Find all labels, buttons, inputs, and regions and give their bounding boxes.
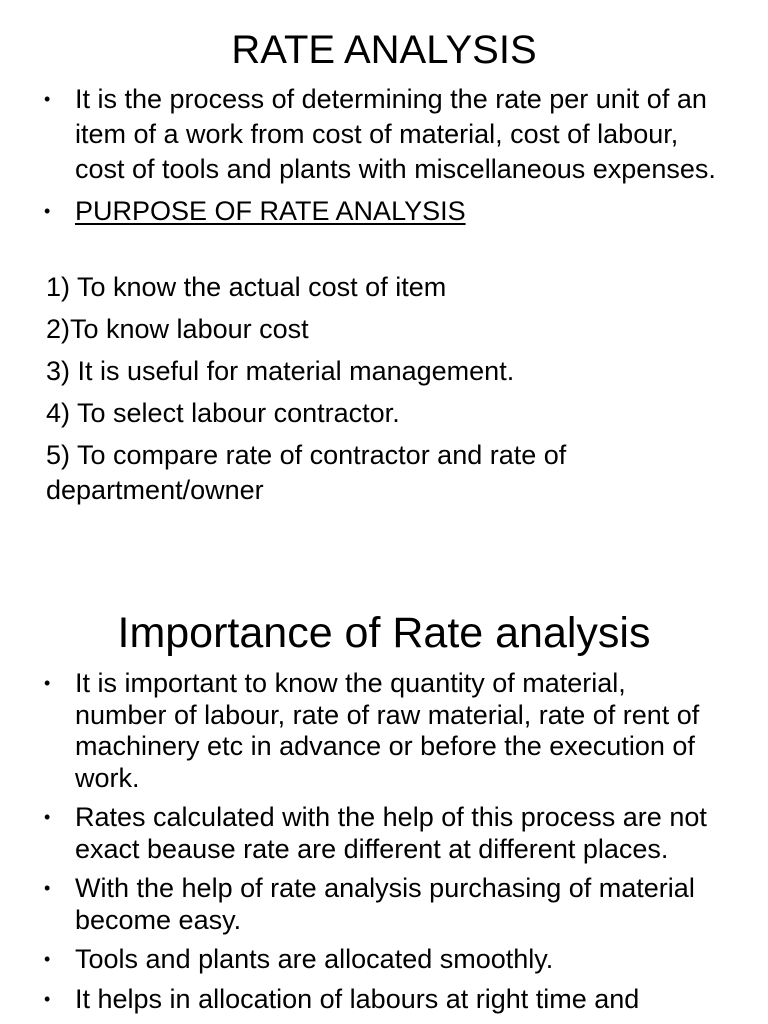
- bullet-dot-icon: •: [44, 89, 51, 109]
- purpose-item: 2)To know labour cost: [46, 314, 309, 344]
- bullet-list: [0, 668, 768, 1023]
- bullet-item: [0, 984, 768, 1016]
- slide-title: RATE ANALYSIS: [231, 28, 537, 72]
- bullet-text: It helps in allocation of labours at right time and: [75, 983, 640, 1014]
- bullet-dot-icon: •: [44, 988, 51, 1009]
- purpose-item: 5) To compare rate of contractor and rate of department/owner: [46, 440, 567, 505]
- bullet-dot-icon: •: [44, 807, 51, 827]
- bullet-dot-icon: •: [44, 878, 51, 898]
- bullet-text: With the help of rate analysis purchasing of material become easy.: [75, 873, 695, 935]
- section-heading: PURPOSE OF RATE ANALYSIS: [75, 196, 466, 226]
- bullet-dot-icon: •: [44, 949, 51, 969]
- bullet-item: [0, 873, 768, 936]
- purpose-item: 3) It is useful for material management.: [46, 356, 515, 386]
- slide-importance: [0, 560, 768, 1024]
- bullet-item: [0, 802, 768, 865]
- bullet-item: [0, 194, 768, 229]
- bullet-dot-icon: •: [44, 673, 51, 693]
- purpose-item: 1) To know the actual cost of item: [46, 272, 447, 302]
- bullet-text: It is important to know the quantity of material, number of labour, rate of raw material, rate of rent of machinery etc in advance or before the execution of work.: [75, 668, 700, 793]
- bullet-item: [0, 668, 768, 794]
- purpose-list: [0, 270, 768, 515]
- bullet-text: Rates calculated with the help of this process are not exact beause rate are different at different places.: [75, 802, 707, 864]
- slide-title: Importance of Rate analysis: [117, 609, 651, 657]
- bullet-item: [0, 82, 768, 187]
- bullet-text: Tools and plants are allocated smoothly.: [75, 944, 554, 974]
- bullet-item: [0, 944, 768, 976]
- bullet-list: [0, 82, 768, 236]
- bullet-text: It is the process of determining the rate per unit of an item of a work from cost of material, cost of labour, cost of tools and plants with miscellaneous expenses.: [75, 84, 716, 184]
- bullet-dot-icon: •: [44, 201, 51, 221]
- purpose-item: 4) To select labour contractor.: [46, 398, 400, 428]
